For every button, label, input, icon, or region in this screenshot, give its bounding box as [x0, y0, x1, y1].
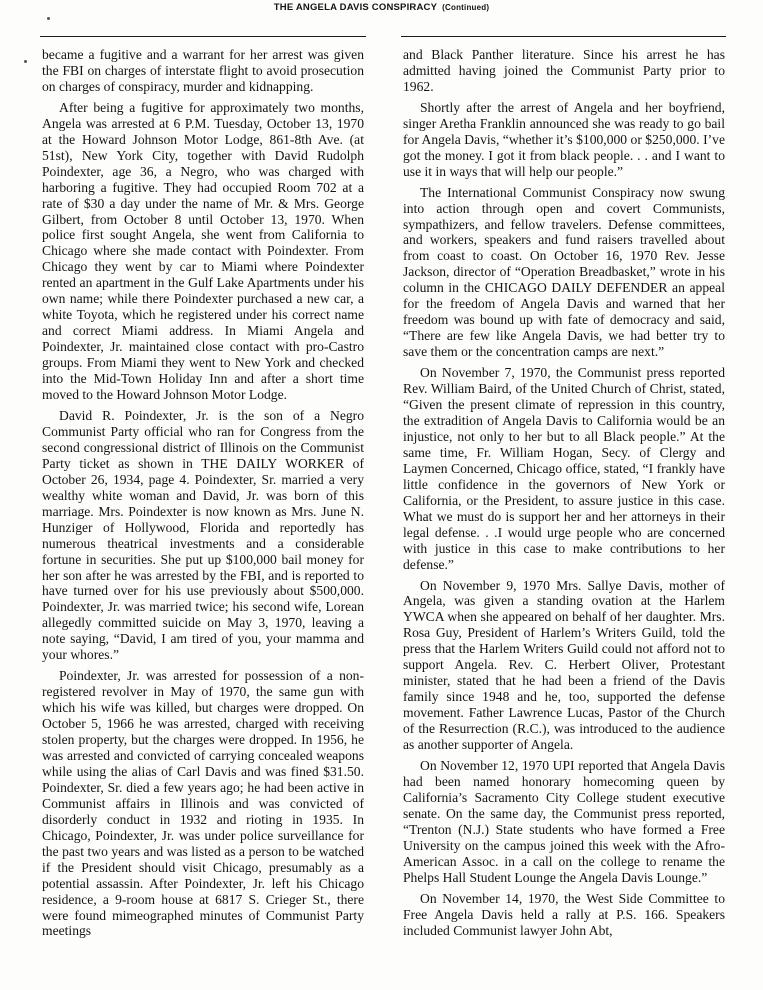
paragraph: David R. Poindexter, Jr. is the son of a Negro Communist Party official who ran for Congress from the second congressional district of Illinois on the Communist Party ticket as shown in THE DAILY WORKER of October 26, 1934, page 4. Poindexter, Sr. married a very wealthy white woman and David, Jr. was born of this marriage. Mrs. Poindexter is now known as Mrs. June N. Hunziger of Hollywood, Florida and reportedly has numerous theatrical investments and a considerable fortune in securities. She put up $100,000 bail money for her son after he was arrested by the FBI, and is reported to have turned over for his use previously about $500,000. Poindexter, Jr. was married twice; his second wife, Lorean allegedly committed suicide on May 3, 1970, leaving a note saying, “David, I am tired of you, your mamma and your whores.” [42, 407, 364, 663]
left-column-rule [40, 36, 366, 37]
paragraph: On November 7, 1970, the Communist press reported Rev. William Baird, of the United Church of Christ, stated, “Given the present climate of repression in this country, the extradition of Angela Davis to California would be an injustice, not only to her but to all Black people.” At the same time, Fr. William Hogan, Secy. of Clergy and Laymen Concerned, Chicago office, stated, “I frankly have little confidence in the governors of New York or California, or the President, to assure justice in this case. What we must do is support her and her attorneys in their legal defense. . .I would urge people who are concerned with justice in this case to make contributions to her defense.” [403, 365, 725, 572]
scan-speck [24, 60, 27, 63]
paragraph: After being a fugitive for approximately two months, Angela was arrested at 6 P.M. Tuesday, October 13, 1970 at the Howard Johnson Motor Lodge, 861-8th Ave. (at 51st), New York City, together with David Rudolph Poindexter, age 36, a Negro, who was charged with harboring a fugitive. They had occupied Room 702 at a rate of $30 a day under the name of Mr. & Mrs. George Gilbert, from October 8 until October 13, 1970. When police first sought Angela, she went from California to Chicago where she made contact with Poindexter. From Chicago they went by car to Miami where Poindexter rented an apartment in the Gulf Lake Apartments under his own name; while there Poindexter purchased a new car, a white Toyota, which he registered under his correct name and correct Miami address. In Miami Angela and Poindexter, Jr. maintained close contact with pro-Castro groups. From Miami they went to New York and checked into the Mid-Town Holiday Inn and after a short time moved to the Howard Johnson Motor Lodge. [42, 99, 364, 403]
paragraph: On November 9, 1970 Mrs. Sallye Davis, mother of Angela, was given a standing ovation at the Harlem YWCA when she appeared on behalf of her daughter. Mrs. Rosa Guy, President of Harlem’s Writers Guild, told the press that the Harlem Writers Guild could not afford not to support Angela. Rev. C. Herbert Oliver, Protestant minister, stated that he had been a friend of the Davis family since 1948 and he, too, supported the defense movement. Father Lawrence Lucas, Pastor of the Church of the Resurrection (R.C.), was introduced to the audience as another supporter of Angela. [403, 577, 725, 753]
paragraph: and Black Panther literature. Since his arrest he has admitted having joined the Communist Party prior to 1962. [403, 47, 725, 94]
right-column-rule [401, 36, 726, 37]
paragraph: On November 12, 1970 UPI reported that Angela Davis had been named honorary homecoming queen by California’s Sacramento City College student executive senate. On the same day, the Communist press reported, “Trenton (N.J.) State students who have formed a Free University on the campus joined this week with the Afro-American Assoc. in a call on the college to rename the Phelps Hall Student Lounge the Angela Davis Lounge.” [403, 757, 725, 885]
header-continued: (Continued) [442, 3, 490, 12]
paragraph: became a fugitive and a warrant for her arrest was given the FBI on charges of interstate flight to avoid prosecution on charges of conspiracy, murder and kidnapping. [42, 47, 364, 94]
scan-speck [47, 17, 50, 20]
right-column [403, 47, 725, 984]
paragraph: Shortly after the arrest of Angela and her boyfriend, singer Aretha Franklin announced she was ready to go bail for Angela Davis, “whether it’s $100,000 or $250,000. I’ve got the money. I got it from black people. . . and I want to use it in ways that will help our people.” [403, 99, 725, 179]
paragraph: The International Communist Conspiracy now swung into action through open and covert Communists, sympathizers, and fellow travelers. Defense committees, and workers, speakers and fund raisers travelled about from coast to coast. On October 16, 1970 Rev. Jesse Jackson, director of “Operation Breadbasket,” wrote in his column in the CHICAGO DAILY DEFENDER an appeal for the freedom of Angela Davis and warned that her freedom was bound up with fate of democracy and said, “There are few like Angela Davis, we had better try to save them or the concentration camps are next.” [403, 184, 725, 360]
running-header [0, 2, 763, 13]
paragraph: On November 14, 1970, the West Side Committee to Free Angela Davis held a rally at P.S. 166. Speakers included Communist lawyer John Abt, [403, 890, 725, 938]
left-column [42, 47, 364, 984]
paragraph: Poindexter, Jr. was arrested for possession of a non-registered revolver in May of 1970, the same gun with which his wife was killed, but charges were dropped. On October 5, 1966 he was arrested, charged with receiving stolen property, but the charges were dropped. In 1956, he was arrested and convicted of carrying concealed weapons while using the alias of Carl Davis and was fined $31.50. Poindexter, Sr. died a few years ago; he had been active in Communist affairs in Illinois and was convicted of disorderly conduct in 1932 and rioting in 1935. In Chicago, Poindexter, Jr. was under police surveillance for the past two years and was listed as a person to be watched if the President should visit Chicago, presumably as a potential assassin. After Poindexter, Jr. left his Chicago residence, a 9-room house at 6817 S. Crieger St., there were found mimeographed minutes of Communist Party meetings [42, 668, 364, 939]
header-title: THE ANGELA DAVIS CONSPIRACY [273, 2, 438, 13]
